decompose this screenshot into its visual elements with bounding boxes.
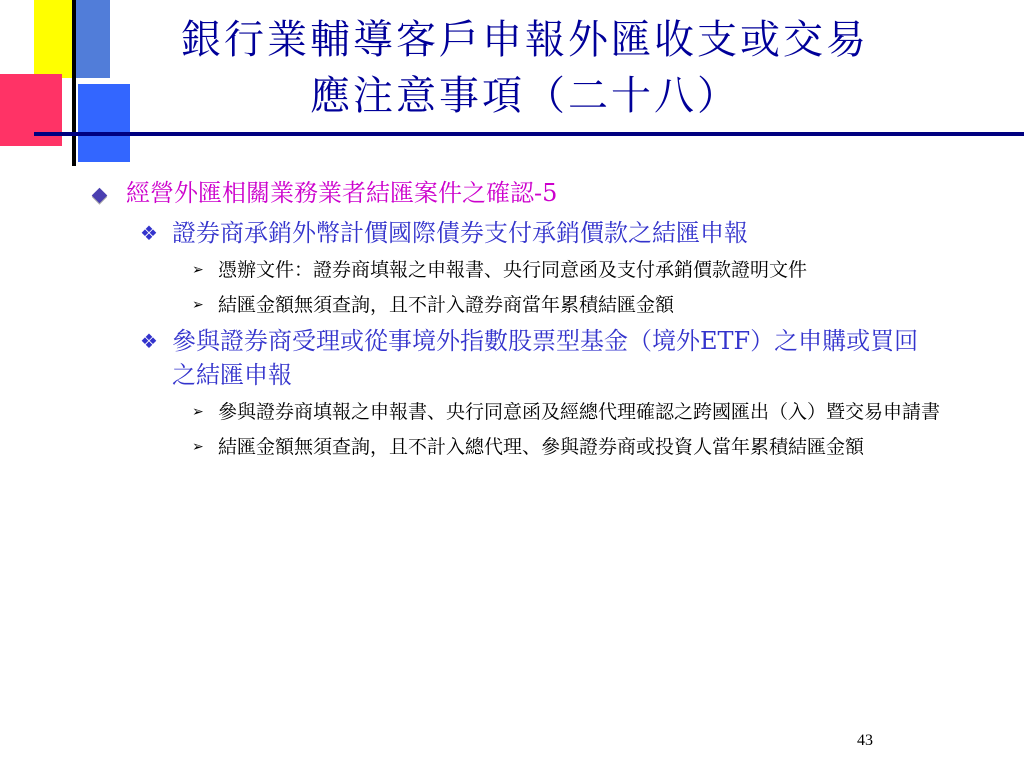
four-diamond-bullet-icon: ❖: [140, 221, 158, 245]
decor-vertical-rule: [72, 0, 76, 166]
bullet-level-2-etf-bonds: [90, 216, 940, 250]
bullet-level-1: [90, 176, 940, 210]
slide-body: [90, 176, 940, 462]
bullet-level-3: [90, 291, 940, 320]
slide-title-line-2: 應注意事項（二十八）: [310, 73, 740, 119]
slide-title: [110, 12, 940, 124]
chevron-right-icon: ➢: [192, 404, 204, 420]
page-number: 43: [857, 732, 873, 749]
chevron-right-icon: ➢: [192, 262, 204, 278]
bullet-level-3-text: 憑辦文件：證券商填報之申報書、央行同意函及支付承銷價款證明文件: [218, 259, 808, 281]
bullet-level-3-text: 參與證券商填報之申報書、央行同意函及經總代理確認之跨國匯出（入）暨交易申請書: [218, 401, 941, 423]
chevron-right-icon: ➢: [192, 439, 204, 455]
bullet-level-3: [90, 398, 940, 427]
title-underline-rule: [34, 132, 1024, 136]
bullet-level-3: [90, 433, 940, 462]
bullet-level-3-text: 結匯金額無須查詢，且不計入證券商當年累積結匯金額: [218, 294, 675, 316]
chevron-right-icon: ➢: [192, 297, 204, 313]
four-diamond-bullet-icon: ❖: [140, 329, 158, 353]
bullet-level-2-text: 參與證券商受理或從事境外指數股票型基金（境外ETF）之申購或買回之結匯申報: [172, 327, 919, 389]
bullet-level-3-text: 結匯金額無須查詢，且不計入總代理、參與證券商或投資人當年累積結匯金額: [218, 436, 865, 458]
bullet-level-2-etf: [90, 324, 940, 392]
diamond-bullet-icon: [90, 176, 105, 210]
bullet-level-2-text: 證券商承銷外幣計價國際債券支付承銷價款之結匯申報: [172, 219, 748, 247]
bullet-level-3: [90, 256, 940, 285]
slide-title-line-1: 銀行業輔導客戶申報外匯收支或交易: [181, 17, 869, 63]
bullet-level-1-text: 經營外匯相關業務業者結匯案件之確認-5: [126, 179, 558, 207]
decor-blue-square-top: [72, 0, 110, 78]
